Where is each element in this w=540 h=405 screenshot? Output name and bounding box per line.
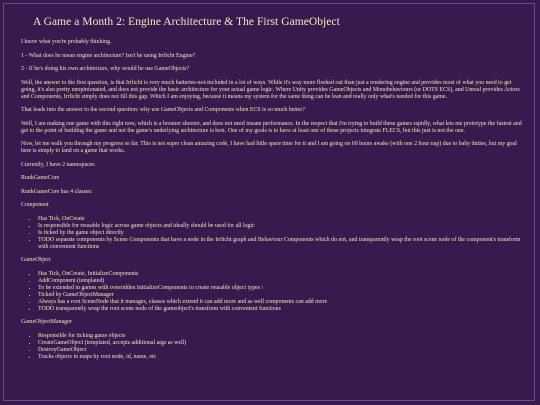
list-item: • CreateGameObject (templated, accepts additional args as well) (38, 340, 523, 347)
question-1: 1 - What does he mean engine architecture? Isn't he using Irrlicht Engine? (21, 52, 196, 59)
list-item: • DestroyGameObject (38, 347, 523, 354)
answer-2-paragraph: That leads into the answer to the second question: why use GameObjects and Components when ECS is so much better? (21, 107, 305, 113)
answer-3-paragraph: Well, I am making one game with this right now, which is a boomer shooter, and does not need insane performance. In the respect that I'm trying to build these games rapidly, what lets me prototype the fastest and get to the point of building the game and not the game's underlying architecture is best. One of my goals is to have at least one of these projects integrate FLECS, but this just is not the one. (21, 120, 522, 134)
question-2: 2 - If he's doing his own architecture, why would he use GameObjects? (21, 66, 190, 72)
classes-paragraph: RunkGameCore has 4 classes: (21, 188, 93, 195)
list-item: • TODO transparently wrap the root scene node of the gameobject's transform with convenient functions (38, 306, 523, 313)
gameobject-heading: GameObject (21, 257, 51, 263)
progress-paragraph: Now, let me walk you through my progress so far. This is not super clean amazing code, I have had little spare time for it and I am going on 60 hours awake (with one 2 hour nap) due to baby duties, but my goal here is simply to land on a game that works. (21, 141, 517, 154)
list-item: • Responsible for ticking game objects (38, 333, 523, 340)
manager-heading: GameObjectManager (21, 319, 72, 325)
list-item: • AddComponent (templated) (38, 278, 523, 285)
component-heading: Component (21, 202, 49, 208)
list-item: • Is responsible for reusable logic across game objects and ideally should be used for all logic (38, 223, 523, 230)
list-item: • Ticked by GameObjectManager (38, 292, 523, 299)
list-item: • Is ticked by the game object directly (38, 230, 523, 237)
gameobject-list (21, 271, 523, 313)
list-item: • Tracks objects in maps by root node, id, name, etc (38, 354, 523, 361)
answer-1-paragraph: Well, the answer to the first question, is that Irrlicht is very much batteries-not-included in a lot of ways. While it's way more fleshed out than just a rendering engine and provides most of what you need to get going, it's also pretty unopinionated, and does not provide the basic architecture for your actual game logic. Where Unity provides GameObjects and Monobehaviours (or DOTS ECS), and Unreal provides Actors and Components, Irrlicht simply does not fill this gap. Which I am enjoying, because it means my system for the same thing can be lean and really only what's needed for this game. (21, 79, 520, 100)
component-list (21, 216, 523, 251)
manager-list (21, 333, 523, 361)
list-item: • TODO separate components by Scene Components that have a node in the Irrlicht graph and Behaviour Components which do not, and transparently wrap the root scene node of the component's transform with convenient functions (38, 237, 523, 251)
namespace-1: RunkGameCore (21, 175, 60, 181)
intro-paragraph: I know what you're probably thinking. (21, 39, 112, 45)
list-item: • Has Tick, OnCreate (38, 216, 523, 223)
list-item: • Always has a root SceneNode that it manages, classes which extend it can add more and as well components can add more (38, 299, 523, 306)
blog-post (3, 3, 535, 401)
post-title: A Game a Month 2: Engine Architecture & The First GameObject (33, 16, 340, 28)
list-item: • Has Tick, OnCreate, InitializeComponents (38, 271, 523, 278)
list-item: • To be extended in games with overridden InitializeComponents to create reusable object types \ (38, 285, 523, 292)
namespaces-paragraph: Currently, I have 2 namespaces (21, 161, 95, 168)
